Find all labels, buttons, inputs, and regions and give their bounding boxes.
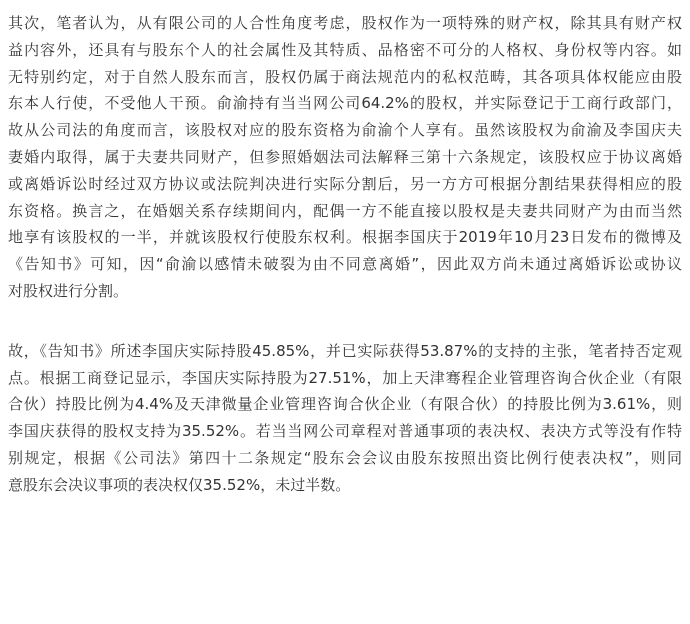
text-line: 无特别约定，对于自然人股东而言，股权仍属于商法规范内的私权范畴，其各项具体权能应由股 xyxy=(8,67,682,86)
paragraph-2 xyxy=(8,338,682,499)
text-line: 其次，笔者认为，从有限公司的人合性角度考虑，股权作为一项特殊的财产权，除其具有财产权 xyxy=(8,14,682,32)
text-line: 意股东会决议事项的表决权仅35.52%，未过半数。 xyxy=(8,475,351,494)
text-line: 故从公司法的角度而言，该股权对应的股东资格为俞渝个人享有。虽然该股权为俞渝及李国庆夫 xyxy=(8,121,682,140)
text-line: 《告知书》可知，因“俞渝以感情未破裂为由不同意离婚”，因此双方尚未通过离婚诉讼或协议 xyxy=(8,255,682,274)
text-line: 妻婚内取得，属于夫妻共同财产，但参照婚姻法司法解释三第十六条规定，该股权应于协议离婚 xyxy=(8,147,682,166)
text-line: 东资格。换言之，在婚姻关系存续期间内，配偶一方不能直接以股权是夫妻共同财产为由而当然 xyxy=(8,201,682,220)
text-line: 点。根据工商登记显示，李国庆实际持股为27.51%，加上天津骞程企业管理咨询合伙企业（有限 xyxy=(8,368,682,387)
paragraph-1 xyxy=(8,10,682,305)
text-line: 别规定，根据《公司法》第四十二条规定“股东会会议由股东按照出资比例行使表决权”，则同 xyxy=(8,448,682,467)
text-line: 李国庆获得的股权支持为35.52%。若当当网公司章程对普通事项的表决权、表决方式等没有作特 xyxy=(8,422,682,441)
text-line: 东本人行使，不受他人干预。俞渝持有当当网公司64.2%的股权，并实际登记于工商行政部门， xyxy=(8,94,682,113)
text-line: 故，《告知书》所述李国庆实际持股45.85%，并已实际获得53.87%的支持的主张，笔者持否定观 xyxy=(8,341,682,360)
text-line: 或离婚诉讼时经过双方协议或法院判决进行实际分割后，另一方方可根据分割结果获得相应的股 xyxy=(8,174,682,193)
text-line: 对股权进行分割。 xyxy=(8,281,129,300)
text-line: 地享有该股权的一半，并就该股权行使股东权利。根据李国庆于2019年10月23日发布的微博及 xyxy=(8,228,682,247)
text-line: 益内容外，还具有与股东个人的社会属性及其特质、品格密不可分的人格权、身份权等内容。如 xyxy=(8,40,682,59)
text-line: 合伙）持股比例为4.4%及天津微量企业管理咨询合伙企业（有限合伙）的持股比例为3.61%，则 xyxy=(8,395,682,414)
paragraph-spacer xyxy=(8,305,682,338)
